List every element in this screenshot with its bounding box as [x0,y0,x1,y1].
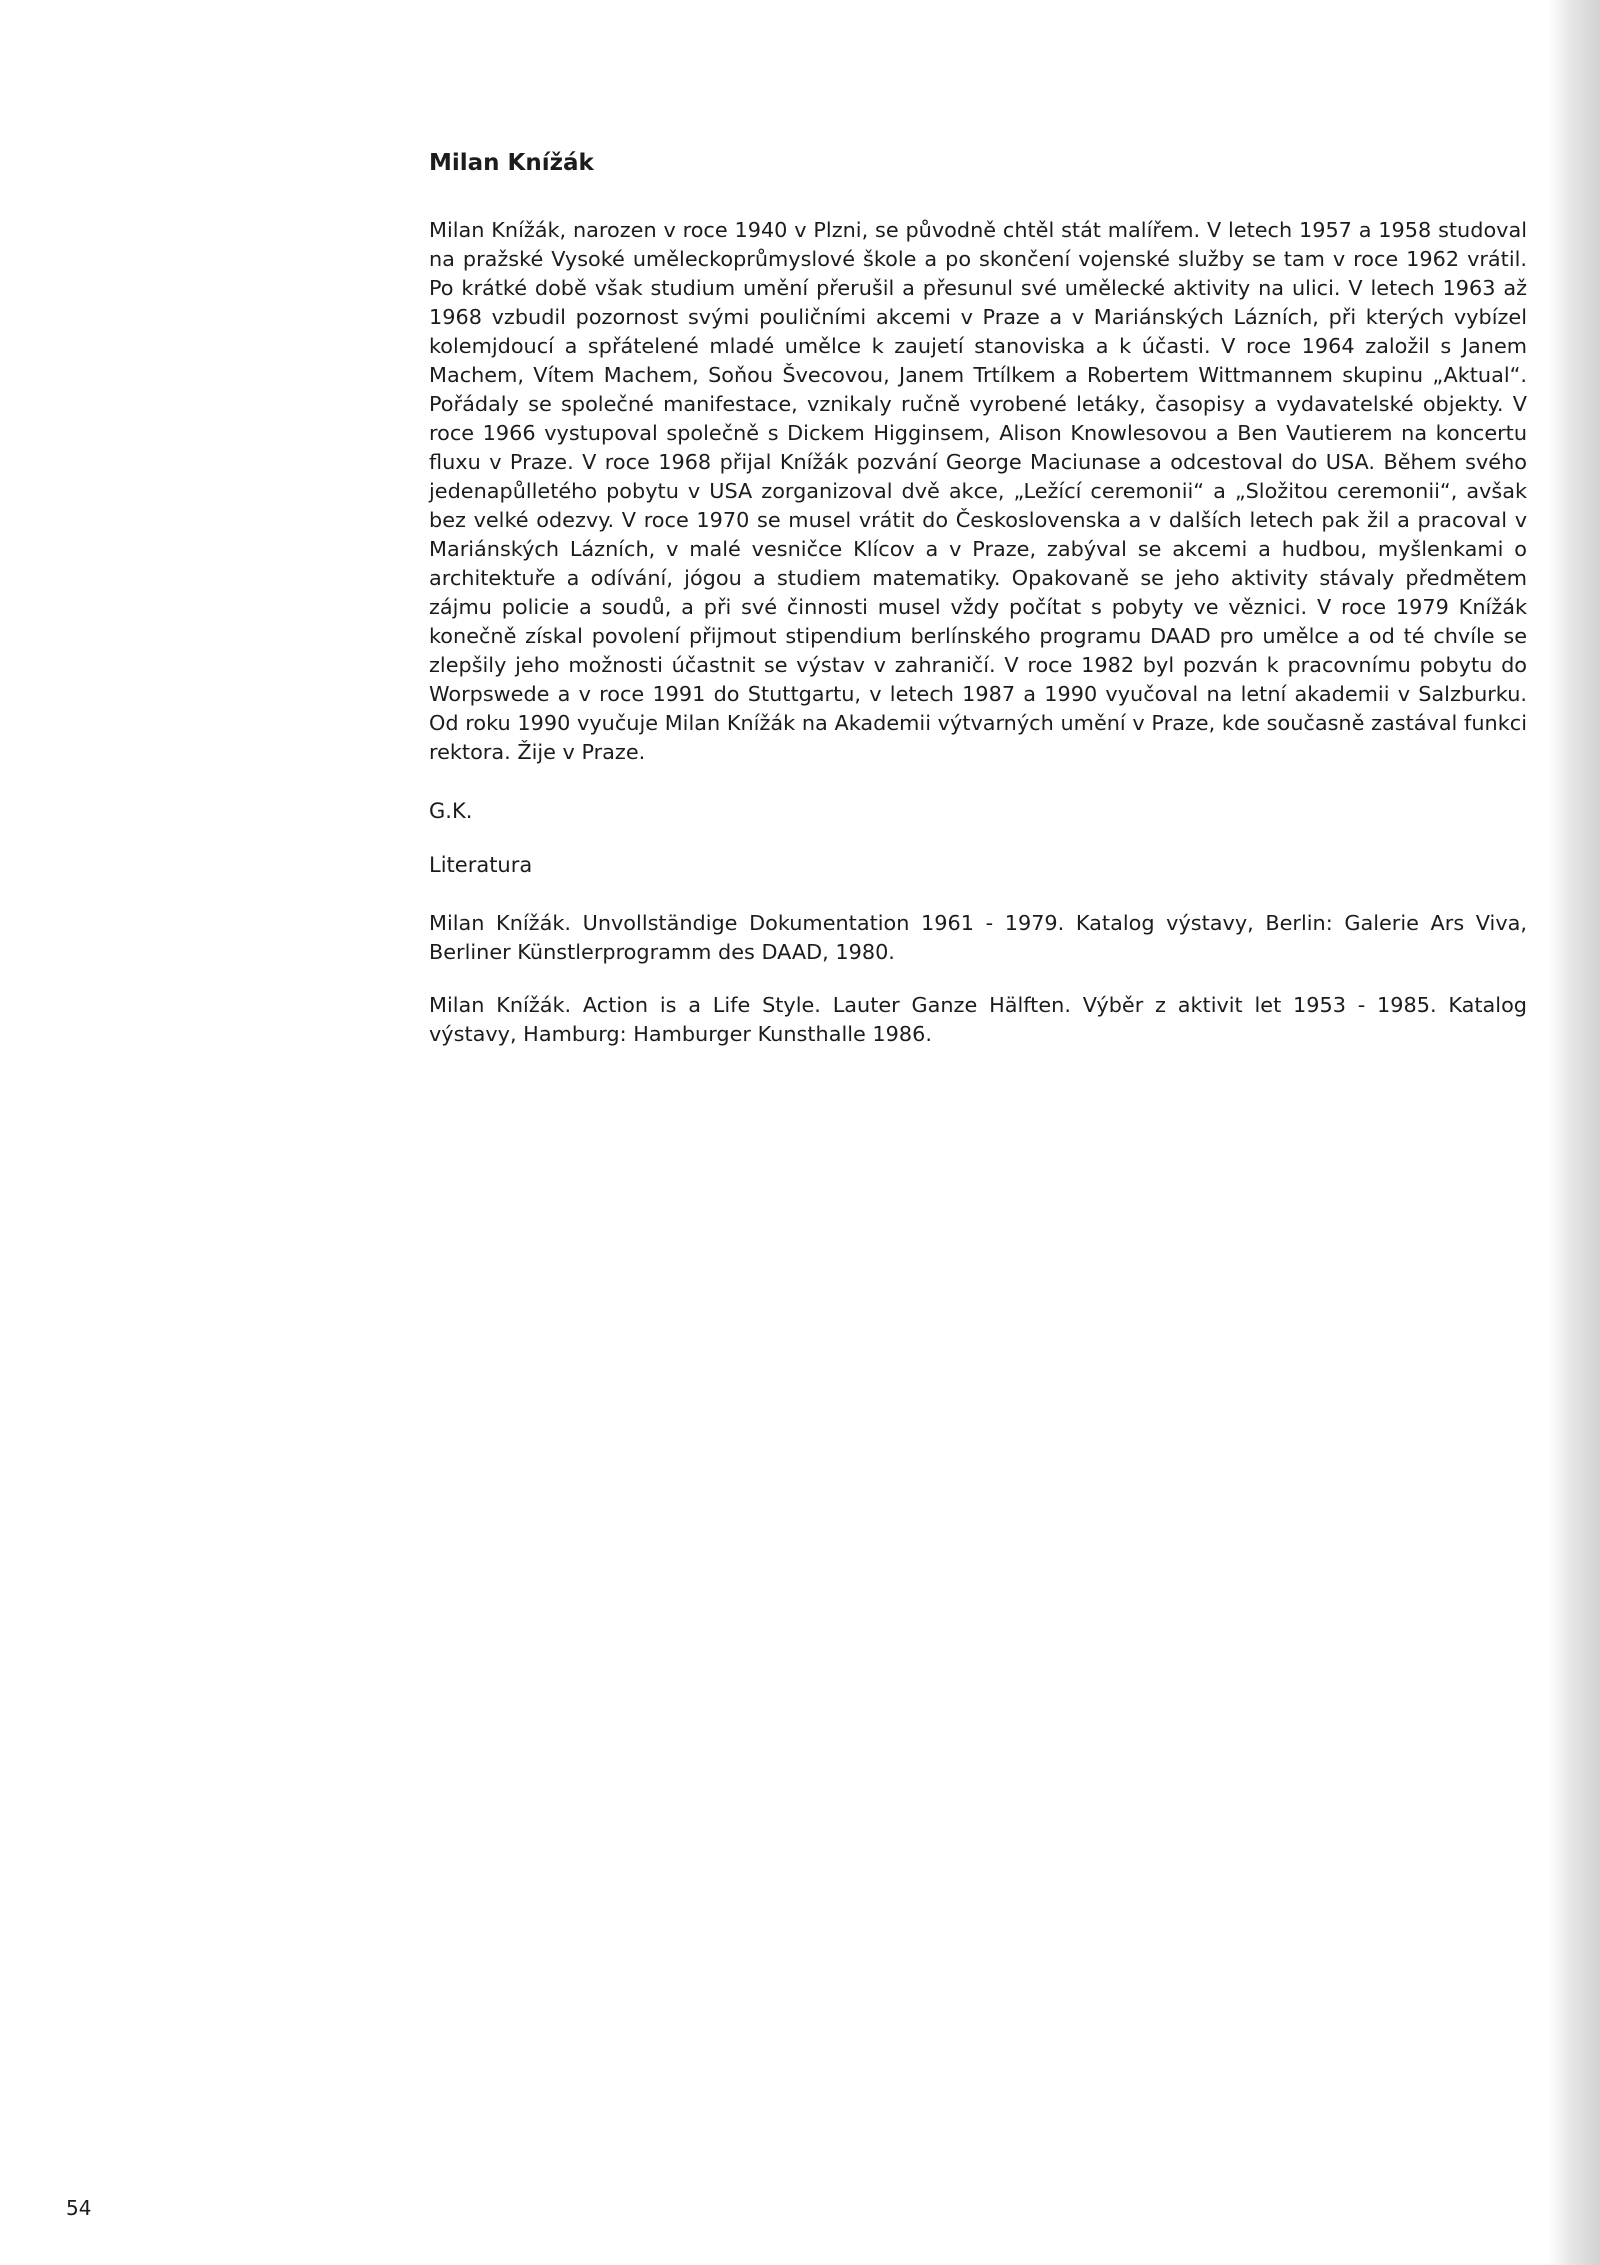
biography-paragraph: Milan Knížák, narozen v roce 1940 v Plzni, se původně chtěl stát malířem. V letech 1957 a 1958 studoval na pražské Vysoké uměleckoprůmyslové škole a po skončení vojenské služby se tam v roce 1962 vrátil. Po krátké době však studium umění přerušil a přesunul své umělecké aktivity na ulici. V letech 1963 až 1968 vzbudil pozornost svými pouličními akcemi v Praze a v Mariánských Lázních, při kterých vybízel kolemjdoucí a spřátelené mladé umělce k zaujetí stanoviska a k účasti. V roce 1964 založil s Janem Machem, Vítem Machem, Soňou Švecovou, Janem Trtílkem a Robertem Wittmannem skupinu „Aktual“. Pořádaly se společné manifestace, vznikaly ručně vyrobené letáky, časopisy a vydavatelské objekty. V roce 1966 vystupoval společně s Dickem Higginsem, Alison Knowlesovou a Ben Vautierem na koncertu fluxu v Praze. V roce 1968 přijal Knížák pozvání George Maciunase a odcestoval do USA. Během svého jedenapůlletého pobytu v USA zorganizoval dvě akce, „Ležící ceremonii“ a „Složitou ceremonii“, avšak bez velké odezvy. V roce 1970 se musel vrátit do Československa a v dalších letech pak žil a pracoval v Mariánských Lázních, v malé vesničce Klícov a v Praze, zabýval se akcemi a hudbou, myšlenkami o architektuře a odívání, jógou a studiem matematiky. Opakovaně se jeho aktivity stávaly předmětem zájmu policie a soudů, a při své činnosti musel vždy počítat s pobyty ve věznici. V roce 1979 Knížák konečně získal povolení přijmout stipendium berlínského programu DAAD pro umělce a od té chvíle se zlepšily jeho možnosti účastnit se výstav v zahraničí. V roce 1982 byl pozván k pracovnímu pobytu do Worpswede a v roce 1991 do Stuttgartu, v letech 1987 a 1990 vyučoval na letní akademii v Salzburku. Od roku 1990 vyučuje Milan Knížák na Akademii výtvarných umění v Praze, kde současně zastával funkci rektora. Žije v Praze. [429,217,1527,764]
article [429,150,1527,1049]
author-initials: G.K. [429,798,473,823]
page-number: 54 [66,2196,92,2220]
page-edge-shadow [1548,0,1600,2265]
literature-heading: Literatura [429,852,533,877]
literature-item: Milan Knížák. Action is a Life Style. Lauter Ganze Hälften. Výběr z aktivit let 1953 - 1985. Katalog výstavy, Hamburg: Hamburger Kunsthalle 1986. [429,992,1527,1046]
literature-item: Milan Knížák. Unvollständige Dokumentation 1961 - 1979. Katalog výstavy, Berlin: Galerie Ars Viva, Berliner Künstlerprogramm des DAAD, 1980. [429,910,1527,964]
article-title: Milan Knížák [429,150,594,176]
